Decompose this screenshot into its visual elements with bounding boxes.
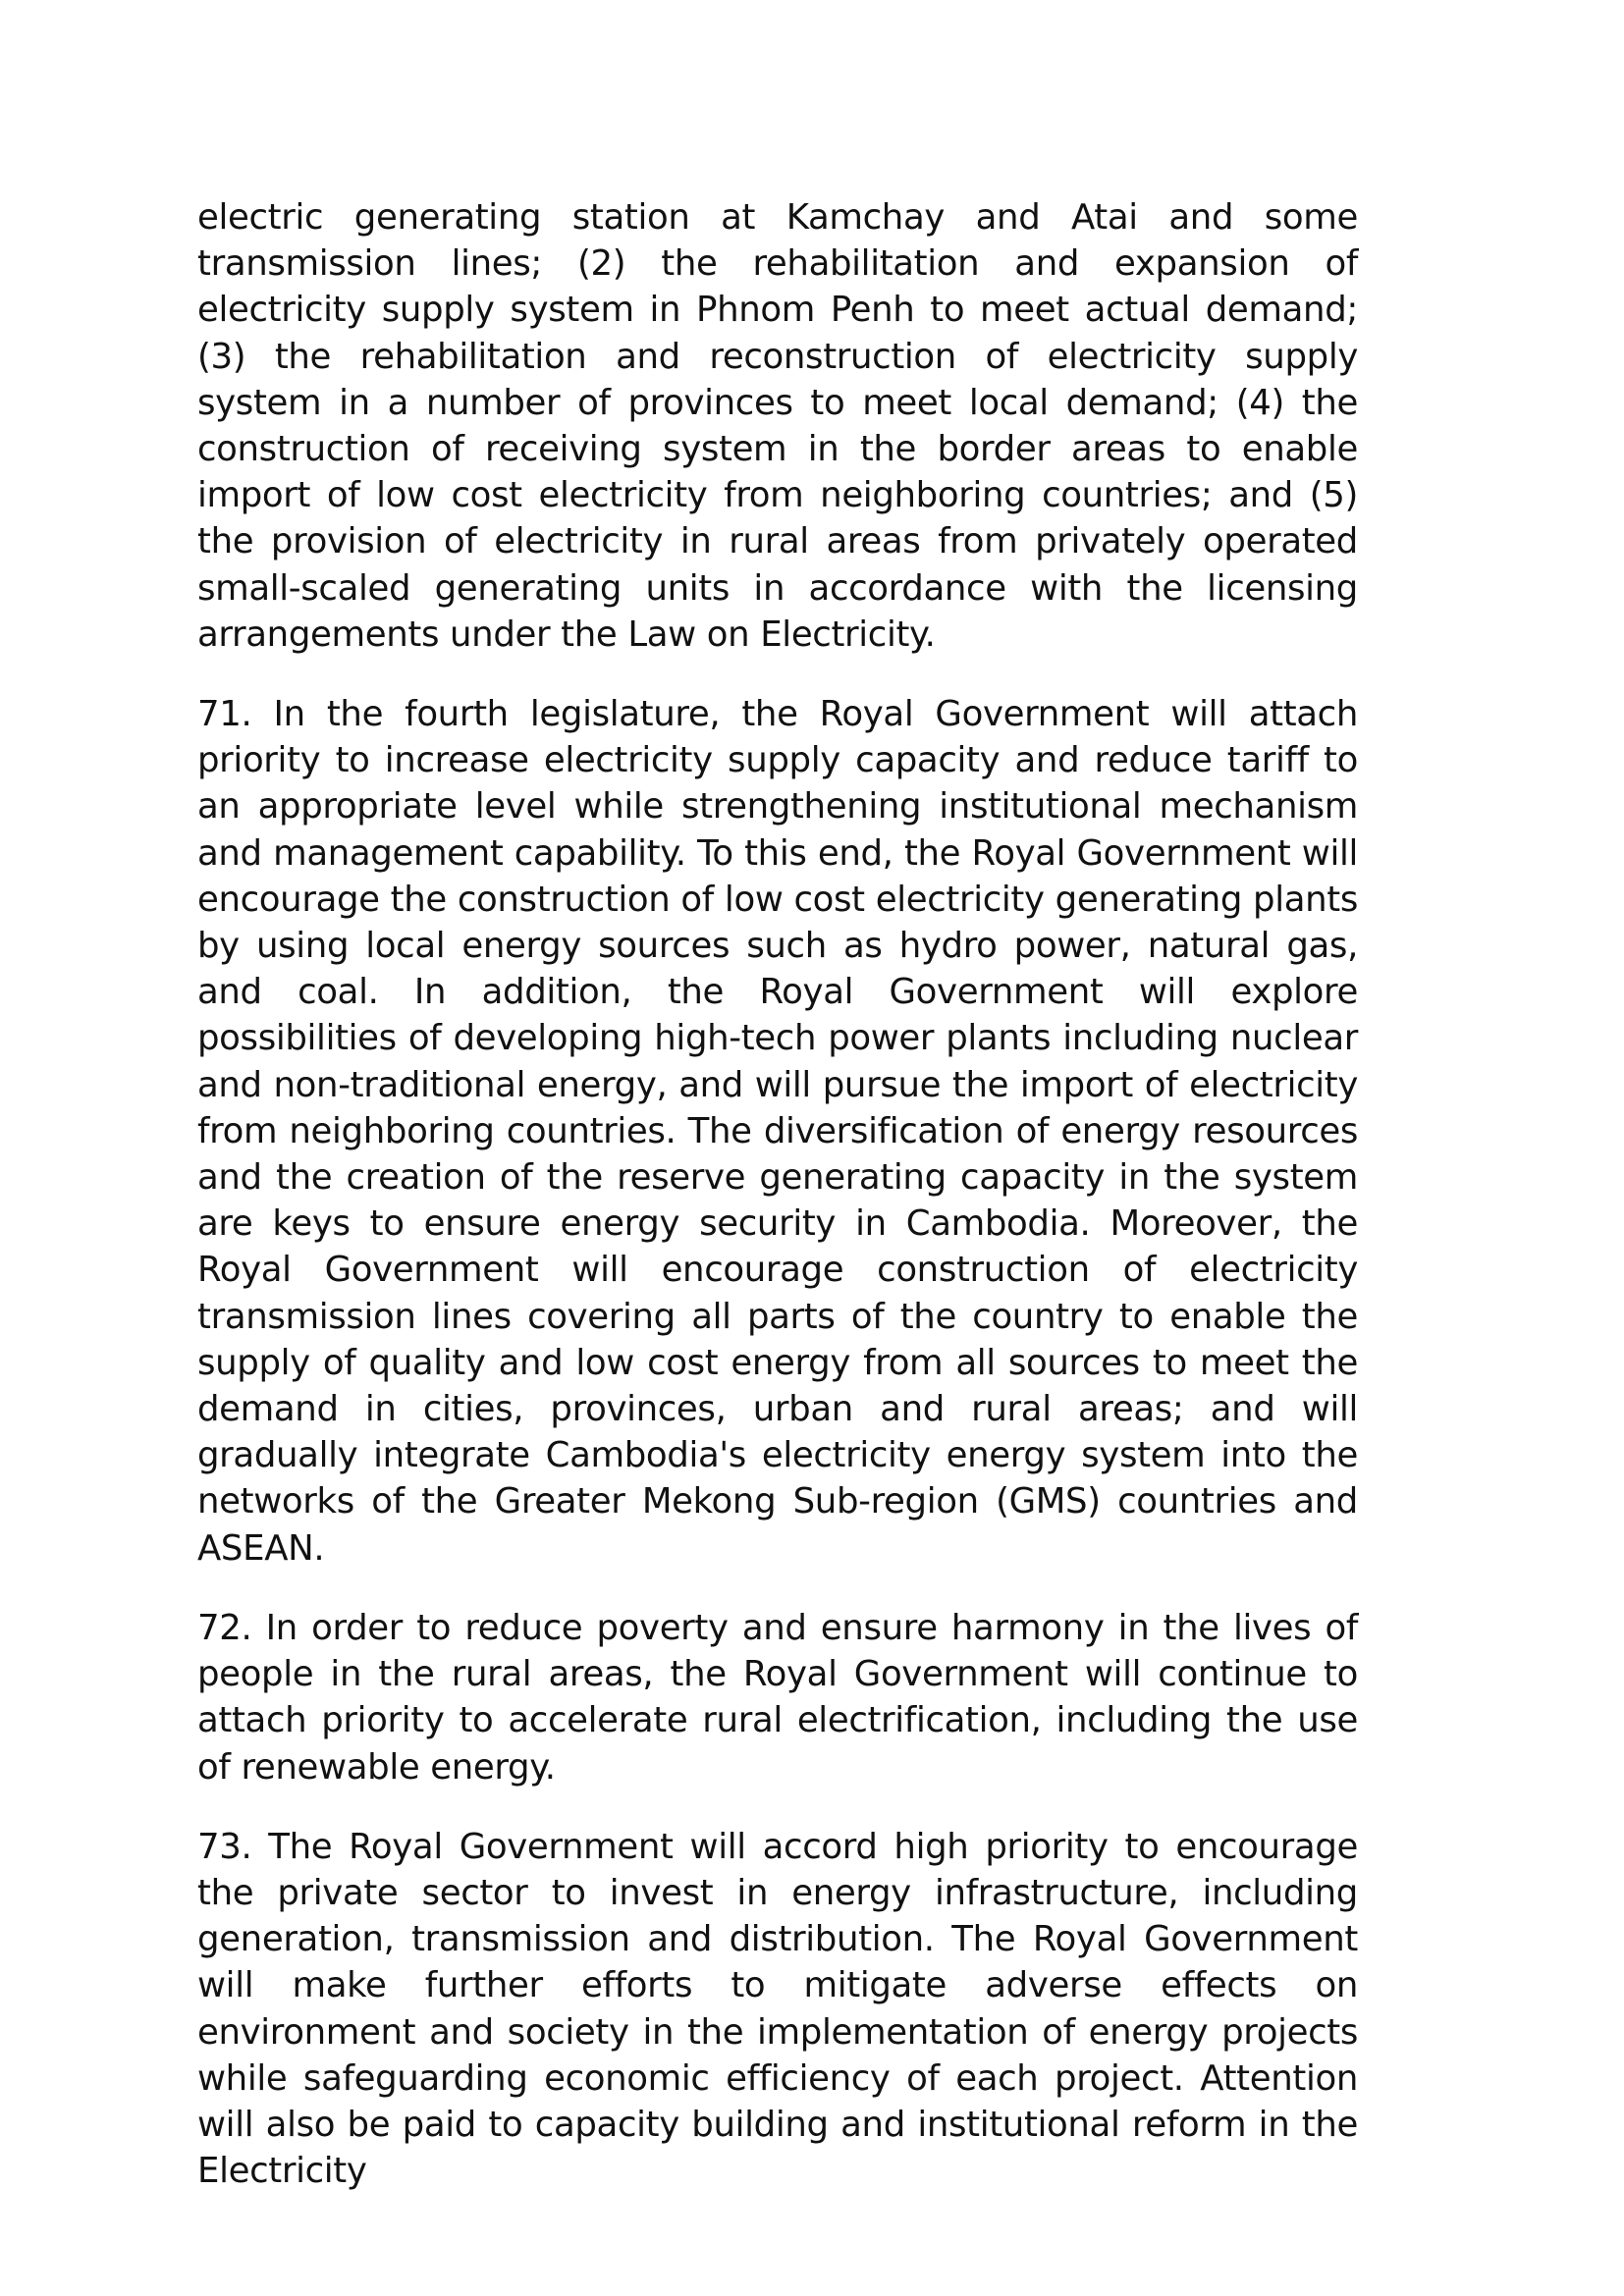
paragraph-71: 71. In the fourth legislature, the Royal Government will attach priority to increase electricity supply capacity and reduce tariff to an appropriate level while strengthening institutional mechanism and management capability. To this end, the Royal Government will encourage the construction of low cost electricity generating plants by using local energy sources such as hydro power, natural gas, and coal. In addition, the Royal Government will explore possibilities of developing high-tech power plants including nuclear and non-traditional energy, and will pursue the import of electricity from neighboring countries. The diversification of energy resources and the creation of the reserve generating capacity in the system are keys to ensure energy security in Cambodia. Moreover, the Royal Government will encourage construction of electricity transmission lines covering all parts of the country to enable the supply of quality and low cost energy from all sources to meet the demand in cities, provinces, urban and rural areas; and will gradually integrate Cambodia's electricity energy system into the networks of the Greater Mekong Sub-region (GMS) countries and ASEAN. xyxy=(197,694,1358,1569)
paragraph-73: 73. The Royal Government will accord high priority to encourage the private sector to invest in energy infrastructure, including generation, transmission and distribution. The Royal Government will make further efforts to mitigate adverse effects on environment and society in the implementation of energy projects while safeguarding economic efficiency of each project. Attention will also be paid to capacity building and institutional reform in the Electricity xyxy=(197,1826,1358,2192)
document-page xyxy=(197,194,1358,2227)
paragraph-72: 72. In order to reduce poverty and ensure harmony in the lives of people in the rural areas, the Royal Government will continue to attach priority to accelerate rural electrification, including the use of renewable energy. xyxy=(197,1607,1358,1788)
paragraph-continued: electric generating station at Kamchay and Atai and some transmission lines; (2) the rehabilitation and expansion of electricity supply system in Phnom Penh to meet actual demand; (3) the rehabilitation and reconstruction of electricity supply system in a number of provinces to meet local demand; (4) the construction of receiving system in the border areas to enable import of low cost electricity from neighboring countries; and (5) the provision of electricity in rural areas from privately operated small-scaled generating units in accordance with the licensing arrangements under the Law on Electricity. xyxy=(197,197,1358,655)
